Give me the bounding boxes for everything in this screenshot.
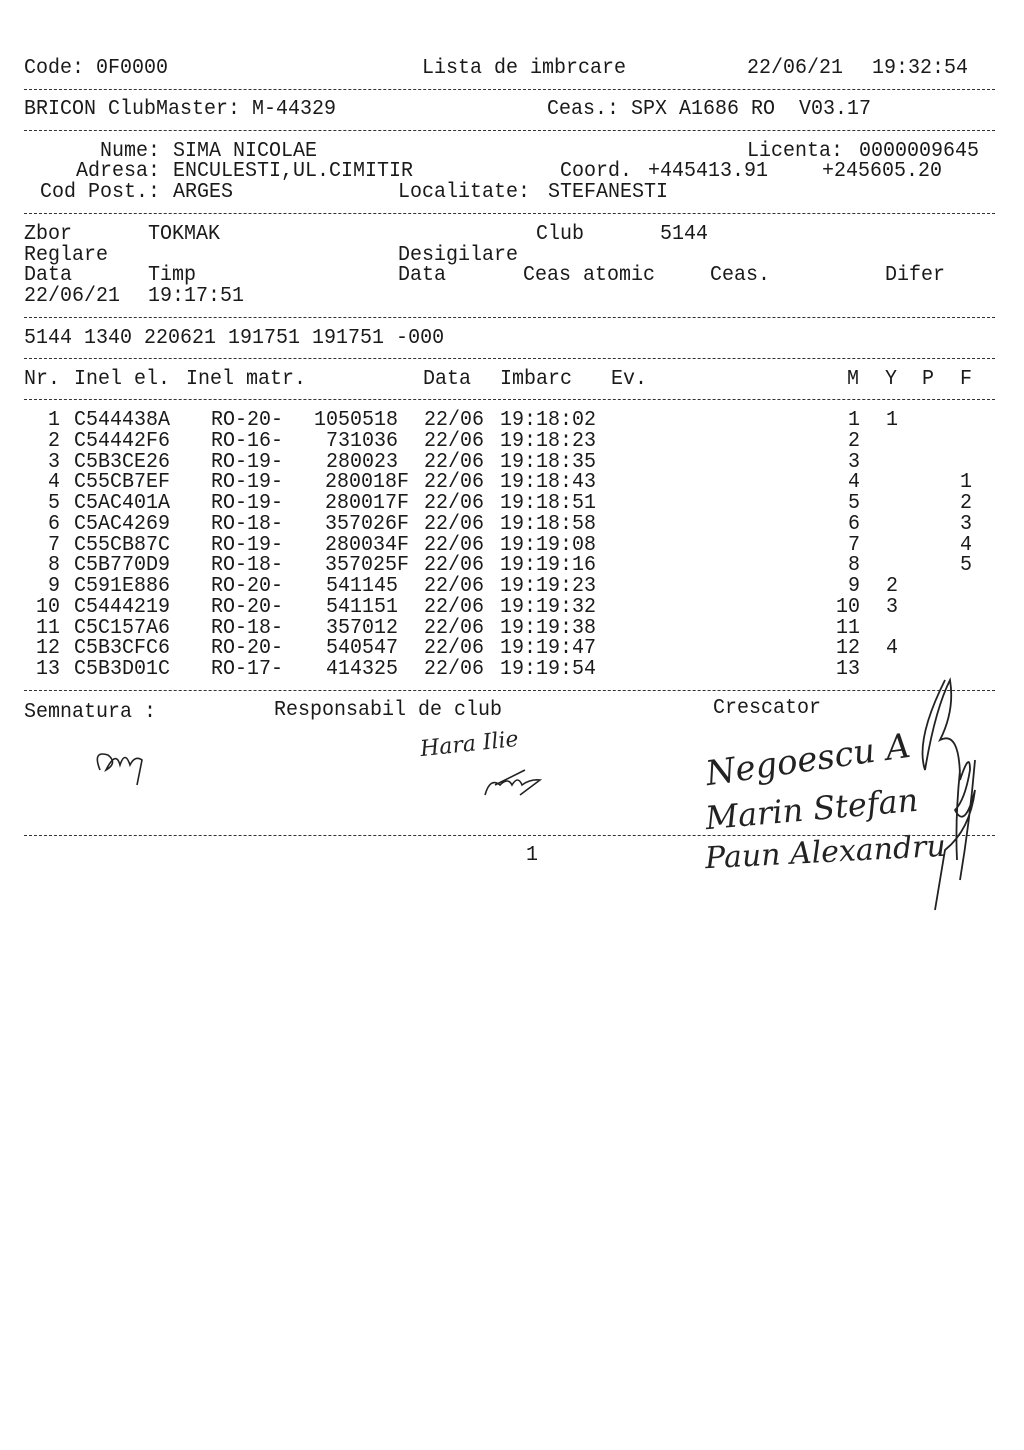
signature-crescator-1: Negoescu A [703, 725, 913, 795]
row-m: 8 [847, 553, 860, 578]
row-inel-el: C5B770D9 [74, 553, 171, 578]
row-m: 2 [847, 429, 860, 454]
col-nr: Nr. [24, 367, 61, 392]
row-m: 9 [847, 574, 860, 599]
row-matr-prefix: RO-20- [211, 636, 284, 661]
row-y: 1 [886, 408, 899, 433]
row-inel-matr: 357012 [325, 615, 398, 641]
row-inel-el: C5AC401A [74, 491, 171, 516]
row-inel-matr: 540547 [325, 636, 398, 661]
row-time: 19:19:23 [500, 574, 597, 599]
row-matr-prefix: RO-16- [211, 429, 284, 454]
row-m: 6 [847, 512, 860, 537]
divider [24, 835, 995, 836]
row-date: 22/06 [424, 491, 485, 516]
row-inel-el: C54442F6 [74, 429, 171, 454]
document-code: Code: 0F0000 [24, 56, 169, 81]
row-date: 22/06 [424, 574, 485, 599]
row-f: 1 [960, 470, 973, 495]
row-number: 12 [35, 636, 60, 661]
row-number: 3 [47, 449, 60, 475]
row-inel-el: C544438A [74, 408, 171, 433]
row-number: 13 [35, 657, 60, 682]
divider [24, 399, 995, 400]
row-m: 11 [835, 615, 860, 641]
document-title: Lista de imbrcare [422, 56, 627, 81]
license-label: Licenta: [747, 139, 844, 164]
row-inel-el: C5444219 [74, 595, 171, 620]
row-matr-prefix: RO-18- [211, 553, 284, 578]
row-date: 22/06 [424, 532, 485, 558]
row-time: 19:18:43 [500, 470, 597, 495]
row-y: 2 [886, 574, 899, 599]
zbor-label: Zbor [24, 222, 73, 247]
row-f: 3 [960, 512, 973, 537]
reglare-time: 19:17:51 [148, 284, 245, 309]
print-time: 19:32:54 [872, 56, 969, 81]
row-time: 19:18:35 [500, 449, 597, 475]
row-inel-el: C5B3CE26 [74, 449, 171, 475]
row-inel-matr: 280018F [325, 470, 410, 495]
signature-responsabil: Hara Ilie [418, 726, 520, 763]
postal-label: Cod Post.: [39, 180, 160, 205]
row-inel-matr: 280034F [325, 532, 410, 558]
row-m: 4 [847, 470, 860, 495]
row-number: 9 [47, 574, 60, 599]
row-inel-matr: 357026F [325, 512, 410, 537]
col-f: F [960, 367, 973, 392]
row-m: 1 [847, 408, 860, 433]
postal-code: ARGES [173, 180, 234, 205]
coord-lon: +245605.20 [822, 159, 943, 184]
col-ev: Ev. [611, 367, 648, 392]
row-inel-matr: 541151 [325, 595, 398, 620]
row-inel-matr: 541145 [325, 574, 398, 599]
responsabil-label: Responsabil de club [274, 698, 503, 723]
row-time: 19:19:38 [500, 615, 597, 641]
row-matr-prefix: RO-20- [211, 595, 284, 620]
row-m: 10 [835, 595, 860, 620]
row-time: 19:19:32 [500, 595, 597, 620]
row-date: 22/06 [424, 512, 485, 537]
row-time: 19:19:54 [500, 657, 597, 682]
license-number: 0000009645 [859, 139, 980, 164]
data-label-2: Data [398, 263, 447, 288]
crescator-label: Crescator [713, 696, 822, 721]
row-time: 19:19:47 [500, 636, 597, 661]
row-date: 22/06 [424, 595, 485, 620]
row-matr-prefix: RO-19- [211, 470, 284, 495]
divider [24, 317, 995, 318]
row-number: 5 [47, 491, 60, 516]
row-matr-prefix: RO-18- [211, 512, 284, 537]
row-inel-el: C55CB7EF [74, 470, 171, 495]
difer-label: Difer [885, 263, 946, 288]
desigilare-label: Desigilare [398, 243, 519, 268]
page-number: 1 [526, 843, 539, 868]
name-label: Nume: [99, 139, 160, 164]
col-y: Y [885, 367, 898, 392]
row-f: 5 [960, 553, 973, 578]
row-time: 19:19:08 [500, 532, 597, 558]
clock-id: Ceas.: SPX A1686 RO V03.17 [547, 97, 872, 122]
row-inel-matr: 280023 [325, 449, 398, 475]
row-date: 22/06 [424, 429, 485, 454]
col-inel-matr: Inel matr. [186, 367, 307, 392]
row-number: 11 [35, 615, 60, 641]
print-date: 22/06/21 [747, 56, 844, 81]
coord-lat: +445413.91 [648, 159, 769, 184]
row-m: 7 [847, 532, 860, 558]
flight-name: TOKMAK [148, 222, 221, 247]
row-inel-el: C5B3D01C [74, 657, 171, 682]
row-inel-el: C55CB87C [74, 532, 171, 558]
owner-name: SIMA NICOLAE [173, 139, 318, 164]
owner-address: ENCULESTI,UL.CIMITIR [173, 159, 414, 184]
col-m: M [847, 367, 860, 392]
data-label: Data [24, 263, 73, 288]
row-date: 22/06 [424, 470, 485, 495]
row-m: 3 [847, 449, 860, 475]
row-y: 4 [886, 636, 899, 661]
row-f: 4 [960, 532, 973, 558]
club-number: 5144 [660, 222, 709, 247]
row-m: 5 [847, 491, 860, 516]
row-matr-prefix: RO-20- [211, 574, 284, 599]
row-inel-matr: 414325 [325, 657, 398, 682]
row-inel-matr: 731036 [325, 429, 398, 454]
row-matr-prefix: RO-18- [211, 615, 284, 641]
row-date: 22/06 [424, 636, 485, 661]
row-time: 19:18:58 [500, 512, 597, 537]
row-date: 22/06 [424, 449, 485, 475]
row-number: 10 [35, 595, 60, 620]
row-number: 4 [47, 470, 60, 495]
row-inel-el: C591E886 [74, 574, 171, 599]
row-inel-el: C5AC4269 [74, 512, 171, 537]
club-label: Club [536, 222, 585, 247]
row-m: 13 [835, 657, 860, 682]
reglare-date: 22/06/21 [24, 284, 121, 309]
divider [24, 89, 995, 90]
row-inel-el: C5C157A6 [74, 615, 171, 641]
row-inel-matr: 357025F [325, 553, 410, 578]
address-label: Adresa: [75, 159, 160, 184]
row-number: 1 [47, 408, 60, 433]
semnatura-label: Semnatura : [24, 700, 157, 725]
row-time: 19:18:51 [500, 491, 597, 516]
col-imbarc: Imbarc [500, 367, 573, 392]
row-number: 6 [47, 512, 60, 537]
signature-crescator-3: Paun Alexandru [704, 828, 947, 877]
col-data: Data [423, 367, 472, 392]
row-date: 22/06 [424, 615, 485, 641]
row-f: 2 [960, 491, 973, 516]
row-time: 19:19:16 [500, 553, 597, 578]
coord-label: Coord. [560, 159, 633, 184]
signature-crescator-2: Marin Stefan [703, 780, 920, 838]
timp-label: Timp [148, 263, 197, 288]
clubmaster-id: BRICON ClubMaster: M-44329 [24, 97, 337, 122]
locality: STEFANESTI [548, 180, 669, 205]
row-number: 2 [47, 429, 60, 454]
row-date: 22/06 [424, 553, 485, 578]
row-matr-prefix: RO-19- [211, 532, 284, 558]
row-number: 7 [47, 532, 60, 558]
row-inel-matr: 1050518 [313, 408, 398, 433]
divider [24, 690, 995, 691]
row-matr-prefix: RO-19- [211, 491, 284, 516]
col-p: P [922, 367, 935, 392]
row-time: 19:18:23 [500, 429, 597, 454]
divider [24, 130, 995, 131]
row-inel-el: C5B3CFC6 [74, 636, 171, 661]
reglare-label: Reglare [24, 243, 109, 268]
divider [24, 358, 995, 359]
row-date: 22/06 [424, 408, 485, 433]
ceas-label: Ceas. [710, 263, 771, 288]
row-time: 19:18:02 [500, 408, 597, 433]
divider [24, 213, 995, 214]
col-inel-el: Inel el. [74, 367, 171, 392]
row-matr-prefix: RO-17- [211, 657, 284, 682]
locality-label: Localitate: [398, 180, 531, 205]
row-matr-prefix: RO-19- [211, 449, 284, 475]
row-matr-prefix: RO-20- [211, 408, 284, 433]
row-number: 8 [47, 553, 60, 578]
row-y: 3 [886, 595, 899, 620]
row-m: 12 [835, 636, 860, 661]
row-inel-matr: 280017F [325, 491, 410, 516]
code-line: 5144 1340 220621 191751 191751 -000 [24, 326, 445, 351]
ceas-atomic-label: Ceas atomic [523, 263, 656, 288]
row-date: 22/06 [424, 657, 485, 682]
